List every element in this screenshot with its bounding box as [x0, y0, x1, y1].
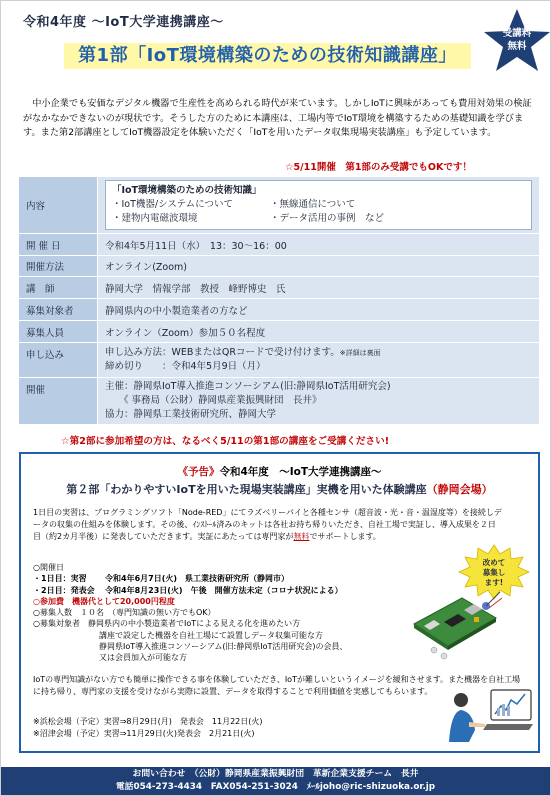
lecturer-label: 講 師 [19, 277, 98, 299]
free-badge-text [482, 27, 551, 53]
header-subtitle: 令和4年度 〜IoT大学連携講座〜 [23, 15, 224, 30]
course-info-table [18, 176, 540, 425]
capacity-value: オンライン（Zoom）参加５０名程度 [98, 321, 540, 343]
target-line: 静岡県IoT導入推進コンソーシアム(旧:静岡県IoT活用研究会)の会員、 [99, 642, 348, 652]
row-lecturer [19, 277, 540, 299]
free-badge [482, 7, 551, 77]
other-venues [33, 716, 373, 740]
row-method [19, 256, 540, 277]
contact-footer [1, 767, 550, 795]
row-capacity [19, 321, 540, 343]
lecturer-value: 静岡大学 情報学部 教授 峰野博史 氏 [98, 277, 540, 299]
footer-line-1: お問い合わせ （公財）静岡県産業振興財団 革新企業支援チーム 長井 [132, 769, 419, 779]
part2-preview-heading [21, 464, 538, 479]
apply-value: 申し込み方法：WEBまたはQRコードで受け付けます。 [105, 347, 340, 358]
host-line: 《 事務局（公財）静岡県産業振興財団 長井》 [119, 395, 322, 406]
capacity-label: 募集人員 [19, 321, 98, 343]
part2-title [21, 481, 538, 497]
preview-tag: 《予告》 [177, 466, 220, 478]
preview-heading-text: 令和4年度 〜IoT大学連携講座〜 [219, 466, 382, 478]
badge-line-2: 無料 [507, 41, 527, 52]
desc-text: でサポートします。 [309, 532, 381, 541]
day2-value: 令和4年8月23日(火) 午後 開催方法未定（コロナ状況による） [105, 585, 343, 595]
target-line: ○募集対象者 静岡県内の中小製造業者でIoTによる見える化を進めたい方 [33, 619, 301, 629]
date-value: 令和4年5月11日（水） 13：30〜16：00 [98, 234, 540, 256]
row-target [19, 299, 540, 321]
host-line: 主催：静岡県IoT導入推進コンソーシアム(旧:静岡県IoT活用研究会) [105, 381, 391, 392]
target-line: 講座で設定した機器を自社工場にて設置しデータ収集可能な方 [99, 630, 323, 640]
date-label: 開 催 日 [19, 234, 98, 256]
row-apply [19, 343, 540, 378]
host-label: 開催 [19, 378, 98, 425]
desc-text: 1日目の実習は、プログラミングソフト「Node-RED」にてラズベリーパイと各種センサ（超音波・光・音・温湿度等）を接続しデータの収集の仕組みを体験します。その後、ｲﾝｽﾄｰﾙ済みのキットは各社お持ち帰りいただき、自社工場で実証し、導入成果を２日目（約2カ月半後）に発表していただきます。実証にあたっては専門家が [33, 508, 502, 541]
free-support-text: 無料 [293, 532, 310, 541]
burst-line: 改めて [482, 558, 506, 567]
part2-benefit-text: IoTの専門知識がない方でも簡単に操作できる事を体験していただき、IoTが難しいというイメージを緩和させます。また機器を自社工場に持ち帰り、専門家の支援を受けながら実際に設置、データを取得することで利用価値を実感してもらいます。 [33, 675, 521, 696]
first-part-notice: ☆5/11開催 第1部のみ受講でもOKです！ [285, 162, 472, 173]
content-label: 内容 [19, 177, 98, 234]
fee-line: ○参加費 機器代として20,000円程度 [33, 596, 175, 606]
day1-label: ・1日目：実習 [33, 574, 87, 584]
content-item: ・IoT機器/システムについて [112, 199, 233, 210]
row-host [19, 378, 540, 425]
row-date [19, 234, 540, 256]
content-box [105, 180, 532, 230]
content-title: 「IoT環境構築のための技術知識」 [112, 185, 262, 196]
raspberry-pi-board-image [404, 584, 504, 664]
deadline-value: 締め切り ：令和4年5月9日（月） [105, 361, 266, 372]
part2-notice: ☆第2部に参加希望の方は、なるべく5/11の第1部の講座をご受講ください! [61, 436, 390, 447]
day2-label: ・2日目：発表会 [33, 585, 95, 595]
venue-line: ※浜松会場（予定）実習⇒8月29日(月) 発表会 11月22日(火) [33, 717, 263, 726]
apply-label: 申し込み [19, 343, 98, 378]
footer-line-2: 電話054-273-4434 FAX054-251-3024 ﾒｰﾙjoho@ric-shizuoka.or.jp [115, 782, 436, 792]
part2-title-venue: （静岡会場） [426, 483, 493, 496]
part2-schedule [33, 562, 393, 664]
target-line: 又は会員加入が可能な方 [99, 653, 187, 663]
apply-small-note: ※詳細は裏面 [339, 349, 381, 357]
host-line: 協力：静岡県工業技術研究所、静岡大学 [105, 409, 277, 420]
part2-box [19, 452, 540, 753]
badge-line-1: 受講料 [502, 28, 532, 39]
method-label: 開催方法 [19, 256, 98, 277]
venue-line: ※沼津会場（予定）実習⇒11月29日(火)発表会 2月21日(火) [33, 729, 255, 738]
title-banner [64, 43, 471, 69]
laptop-chart-illustration [439, 686, 534, 746]
count-line: ○募集人数 １０名 （専門知識の無い方でもOK） [33, 608, 216, 618]
page-title: 第1部「IoT環境構築のための技術知識講座」 [78, 45, 457, 66]
method-value: オンライン(Zoom) [98, 256, 540, 277]
burst-line: 募集し [482, 568, 506, 577]
target-label: 募集対象者 [19, 299, 98, 321]
burst-line: ます! [484, 578, 504, 587]
content-item: ・無線通信について [270, 199, 356, 210]
intro-paragraph: 中小企業でも安価なデジタル機器で生産性を高められる時代が来ています。しかしIoTに興味があっても費用対効果の検証がなかなかできないのが現状です。そうした方のために本講座は、工場内等でIoT環境を構築するための基礎知識を学びます。また第2部講座としてIoT機器設定を体験いただく「IoTを用いたデータ収集現場実装講座」も予定しています。 [23, 98, 532, 138]
target-value: 静岡県内の中小製造業者の方など [98, 299, 540, 321]
content-item: ・データ活用の事例 など [270, 213, 385, 224]
part2-description [33, 507, 503, 543]
day1-value: 令和4年6月7日(火) 県工業技術研究所（静岡市） [105, 574, 290, 584]
schedule-heading: ○開催日 [33, 563, 64, 572]
part2-title-main: 第２部「わかりやすいIoTを用いた現場実装講座」実機を用いた体験講座 [66, 483, 427, 496]
content-item: ・建物内電磁波環境 [112, 213, 198, 224]
row-content [19, 177, 540, 234]
